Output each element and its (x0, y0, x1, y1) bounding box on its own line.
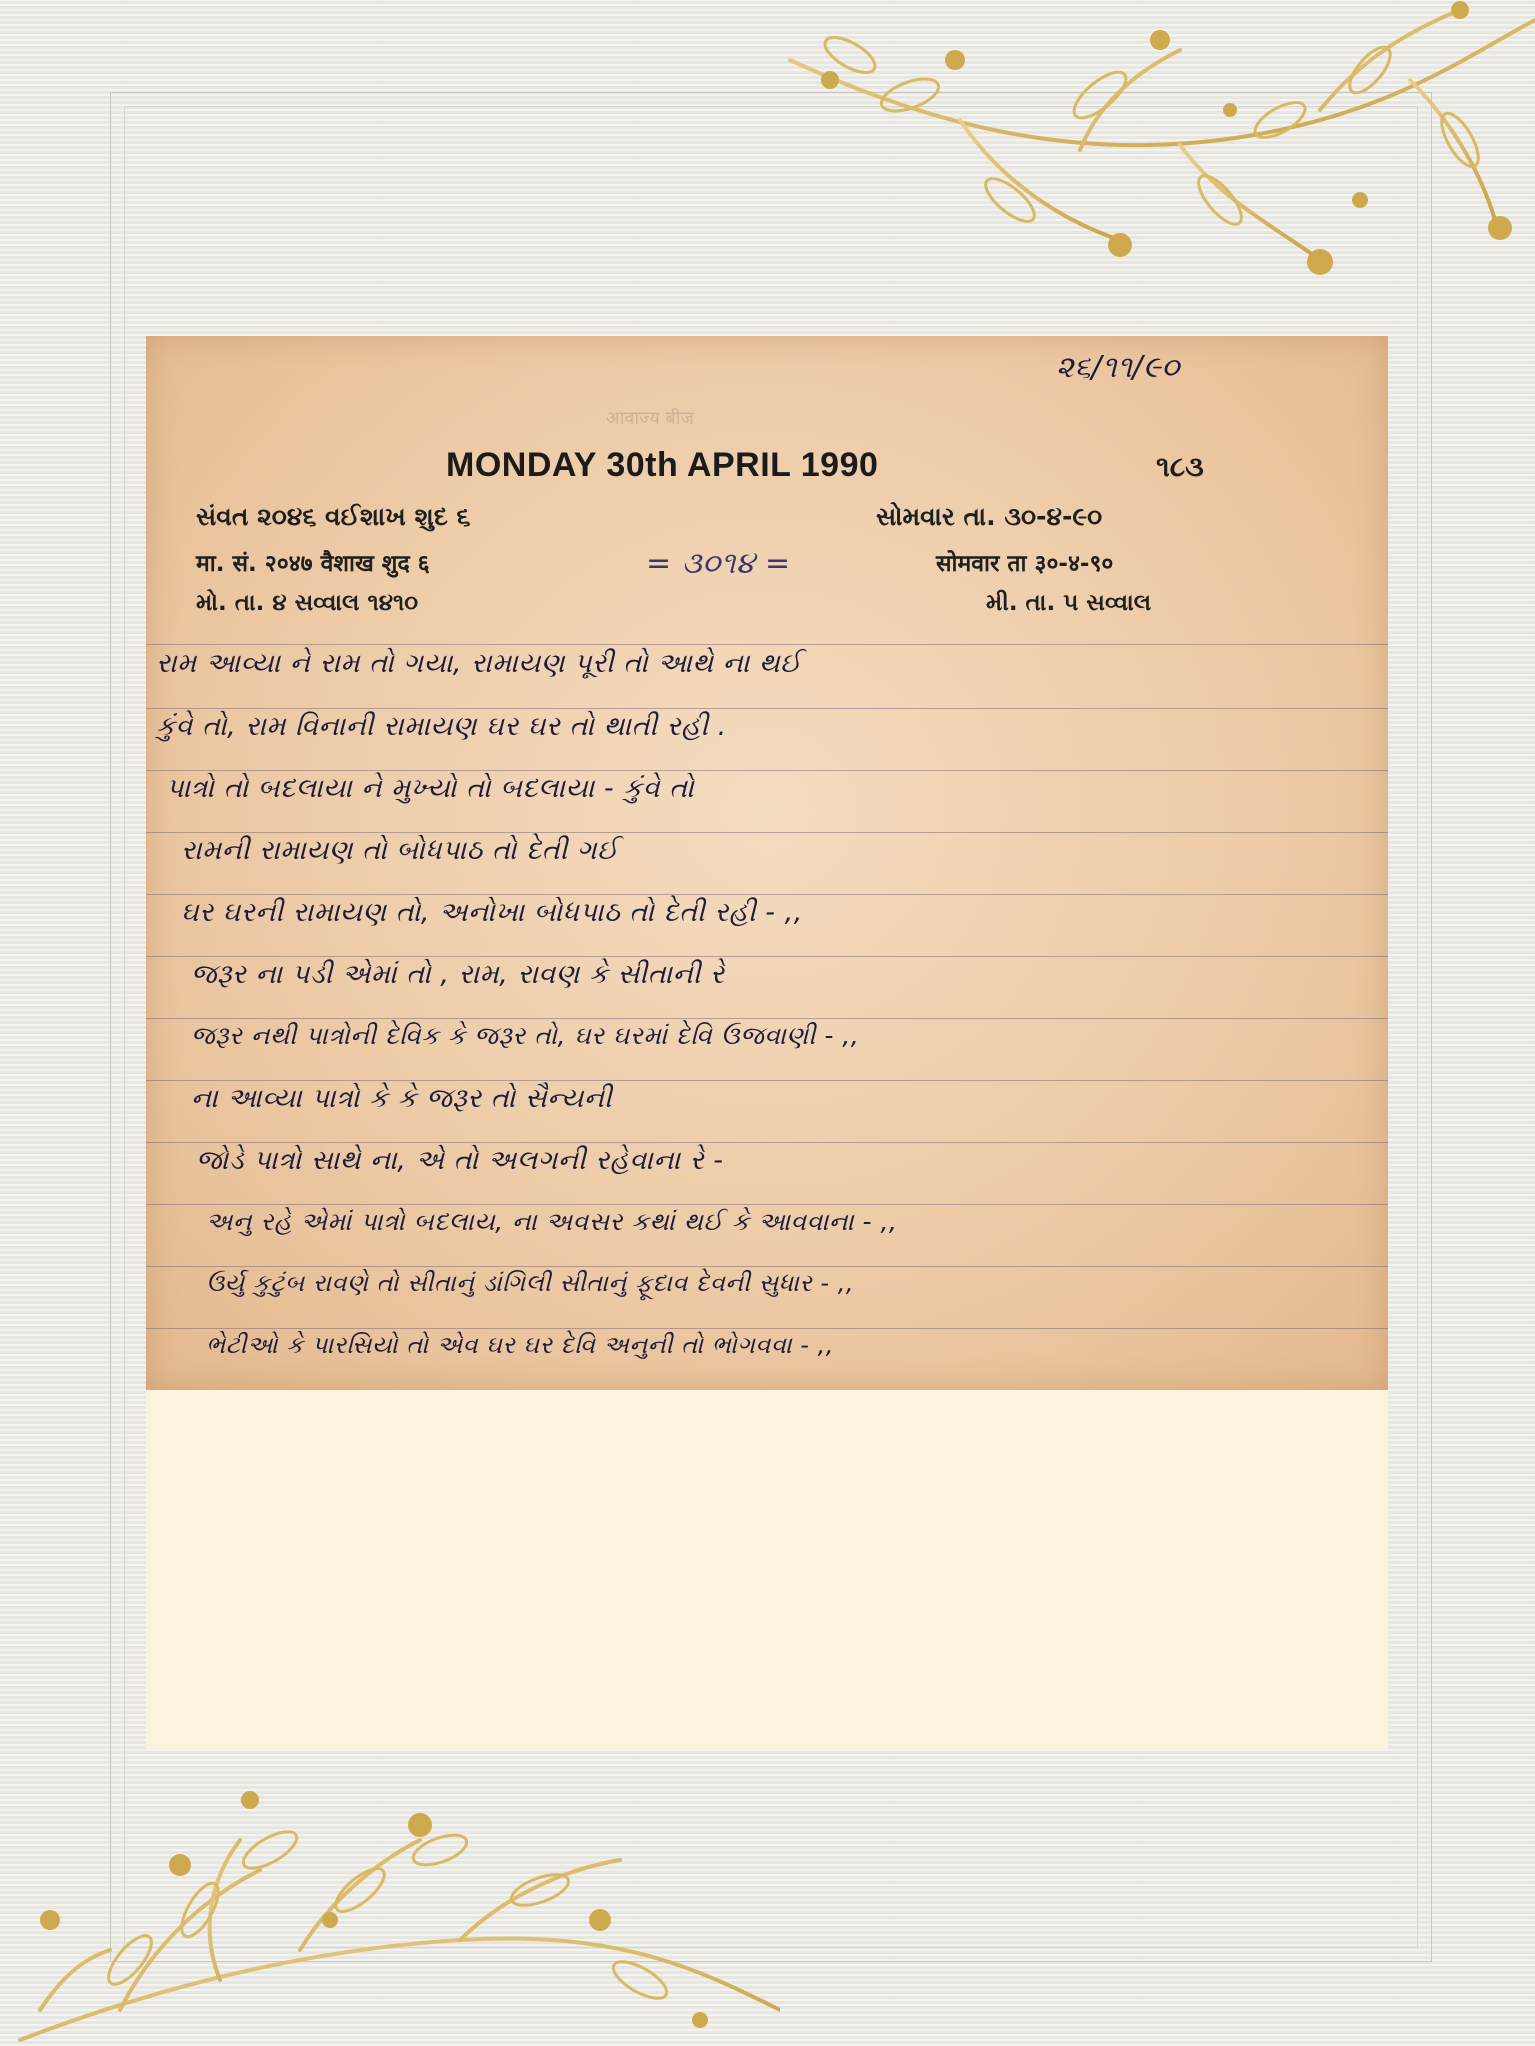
ruled-line (146, 894, 1388, 895)
handwritten-line-1: રામ આવ્યા ને રામ તો ગયા, રામાયણ પૂરી તો આથે ના થઈ (156, 648, 802, 679)
diary-date-english: MONDAY 30th APRIL 1990 (446, 446, 879, 484)
handwritten-line-12: ભેટીઓ કે પારસિયો તો એવ ઘર ઘર દેવિ અનુની તો ભોગવવા - ,, (206, 1331, 834, 1359)
golden-vine-bottom-decoration (0, 1780, 780, 2046)
handwritten-line-2: કુંવે તો, રામ વિનાની રામાયણ ઘર ઘર તો થાતી રહી . (156, 711, 727, 742)
page-reference: ૨૬/૧૧/૯૦ (1056, 350, 1180, 385)
gujarati-islamic-date: મો. તા. ૪ સવ્વાલ ૧૪૧૦ (196, 590, 419, 616)
handwritten-line-8: ના આવ્યા પાત્રો કે કે જરૂર તો સૈન્યની (191, 1083, 613, 1114)
ruled-line (146, 832, 1388, 833)
ruled-line (146, 956, 1388, 957)
handwritten-line-5: ઘર ઘરની રામાયણ તો, અનોખા બોધપાઠ તો દેતી રહી - ,, (181, 897, 803, 928)
gujarati-weekday-date: સોમવાર તા. ૩૦-૪-૯૦ (876, 502, 1103, 531)
marathi-samvat: मा. सं. २०४७ वैशाख शुद ६ (196, 551, 430, 577)
page-number: ૧૮૩ (1156, 450, 1204, 483)
ruled-line (146, 644, 1388, 645)
gujarati-samvat: સંવત ૨૦૪૬ વઈશાખ શુદ ૬ (196, 502, 471, 531)
blank-cream-panel (146, 1390, 1388, 1750)
ruled-line (146, 1204, 1388, 1205)
gujarati-islamic-date-right: મી. તા. ૫ સવ્વાલ (986, 590, 1152, 616)
ruled-line (146, 1266, 1388, 1267)
handwritten-line-6: જરૂર ના પડી એમાં તો , રામ, રાવણ કે સીતાની રે (191, 959, 725, 990)
ruled-line (146, 770, 1388, 771)
handwritten-line-11: ઉર્યુ કુટુંબ રાવણે તો સીતાનું ડાંગિલી સીતાનું ફૂદાવ દેવની સુધાર - ,, (206, 1269, 854, 1297)
bleed-through-text: आवाज्य बीज (606, 408, 694, 429)
handwritten-line-9: જોડે પાત્રો સાથે ના, એ તો અલગની રહેવાના રે - (196, 1145, 724, 1176)
ruled-line (146, 1142, 1388, 1143)
ruled-line (146, 1328, 1388, 1329)
golden-vine-top-decoration (760, 0, 1535, 300)
ruled-line (146, 1080, 1388, 1081)
handwritten-number: = ૩૦૧૪ = (646, 546, 791, 581)
handwritten-line-7: જરૂર નથી પાત્રોની દેવિક કે જરૂર તો, ઘર ઘરમાં દેવિ ઉજવાણી - ,, (191, 1021, 860, 1050)
marathi-weekday-date: सोमवार ता ३०-४-९० (936, 551, 1114, 577)
handwritten-line-10: અનુ રહે એમાં પાત્રો બદલાય, ના અવસર કથાં થઈ કે આવવાના - ,, (206, 1207, 898, 1236)
ruled-line (146, 1018, 1388, 1019)
diary-page-scan (146, 336, 1388, 1390)
handwritten-line-4: રામની રામાયણ તો બોધપાઠ તો દેતી ગઈ (181, 835, 619, 866)
ruled-line (146, 708, 1388, 709)
handwritten-line-3: પાત્રો તો બદલાયા ને મુખ્યો તો બદલાયા - કુંવે તો (166, 773, 695, 804)
